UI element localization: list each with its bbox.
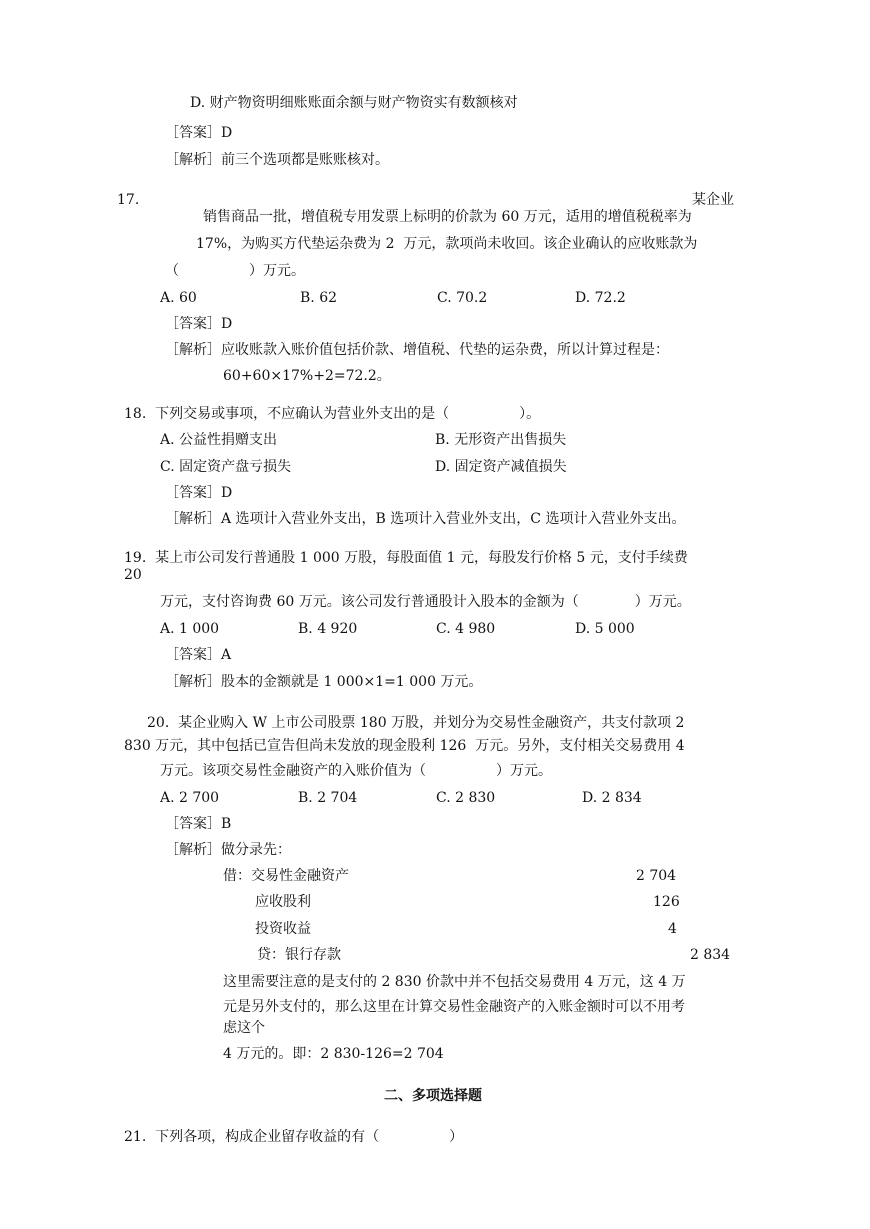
q18-stem: 18. 下列交易或事项，不应确认为营业外支出的是（ ）。 [124,406,541,422]
q20-note-line-4: 4 万元的。即：2 830-126=2 704 [223,1046,444,1062]
entry-account-4: 贷：银行存款 [257,947,341,963]
q20-note-line-2: 元是另外支付的，那么这里在计算交易性金融资产的入账金额时可以不用考 [223,999,685,1015]
q17-option-a: A. 60 [160,290,197,306]
q20-option-a: A. 2 700 [160,790,220,806]
q19-stem-line-3: 万元，支付咨询费 60 万元。该公司发行普通股计入股本的金额为（ ）万元。 [160,594,691,610]
entry-amount-1: 2 704 [636,868,677,884]
entry-amount-2: 126 [653,894,680,910]
q17-option-d: D. 72.2 [575,290,626,306]
q19-answer: ［答案］A [165,647,232,663]
q18-option-a: A. 公益性捐赠支出 [160,432,278,448]
q18-answer: ［答案］D [165,485,233,501]
q18-option-c: C. 固定资产盘亏损失 [160,459,292,475]
q20-stem-line-2: 830 万元，其中包括已宣告但尚未发放的现金股利 126 万元。另外，支付相关交易费用 4 [124,738,685,754]
q17-calc: 60+60×17%+2=72.2。 [223,368,391,384]
q19-option-d: D. 5 000 [575,621,635,637]
q19-option-c: C. 4 980 [436,621,496,637]
q20-answer: ［答案］B [165,816,232,832]
q20-option-c: C. 2 830 [436,790,496,806]
q17-stem-line-1: 某企业 [692,192,734,208]
entry-amount-3: 4 [668,921,677,937]
q17-stem-line-2: 销售商品一批，增值税专用发票上标明的价款为 60 万元，适用的增值税税率为 [203,209,692,225]
q17-answer: ［答案］D [165,316,233,332]
q18-option-d: D. 固定资产减值损失 [435,459,567,475]
entry-account-3: 投资收益 [255,921,311,937]
entry-account-2: 应收股利 [255,894,311,910]
q20-note-line-3: 虑这个 [223,1020,265,1036]
q18-option-b: B. 无形资产出售损失 [435,432,567,448]
q17-option-c: C. 70.2 [437,290,488,306]
q21-stem: 21. 下列各项，构成企业留存收益的有（ ） [124,1129,464,1145]
q17-stem-line-3: 17%，为购买方代垫运杂费为 2 万元，款项尚未收回。该企业确认的应收账款为 [196,236,698,252]
q17-analysis: ［解析］应收账款入账价值包括价款、增值税、代垫的运杂费，所以计算过程是： [165,342,669,358]
q19-option-b: B. 4 920 [298,621,358,637]
q16-answer: ［答案］D [165,125,233,141]
q17-option-b: B. 62 [300,290,338,306]
entry-amount-4: 2 834 [690,947,731,963]
q16-analysis: ［解析］前三个选项都是账账核对。 [165,152,389,168]
entry-account-1: 借：交易性金融资产 [223,868,349,884]
q16-option-d: D. 财产物资明细账账面余额与财产物资实有数额核对 [190,95,518,111]
q19-stem-line-1: 19. 某上市公司发行普通股 1 000 万股，每股面值 1 元，每股发行价格 5 元，支付手续费 [124,550,688,566]
q18-analysis: ［解析］A 选项计入营业外支出，B 选项计入营业外支出，C 选项计入营业外支出。 [165,511,686,527]
q20-option-d: D. 2 834 [582,790,642,806]
q20-option-b: B. 2 704 [298,790,358,806]
q20-stem-line-3: 万元。该项交易性金融资产的入账价值为（ ）万元。 [160,763,552,779]
section-title: 二、多项选择题 [384,1088,482,1104]
q17-number: 17. [117,192,140,208]
q17-stem-line-4: （ ）万元。 [165,263,305,279]
q19-stem-line-2: 20 [124,567,142,583]
q20-analysis: ［解析］做分录先： [165,842,291,858]
q19-analysis: ［解析］股本的金额就是 1 000×1=1 000 万元。 [165,674,483,690]
q20-stem-line-1: 20. 某企业购入 W 上市公司股票 180 万股，并划分为交易性金融资产，共支付款项 2 [147,715,685,731]
q19-option-a: A. 1 000 [160,621,220,637]
q20-note-line-1: 这里需要注意的是支付的 2 830 价款中并不包括交易费用 4 万元，这 4 万 [223,974,686,990]
